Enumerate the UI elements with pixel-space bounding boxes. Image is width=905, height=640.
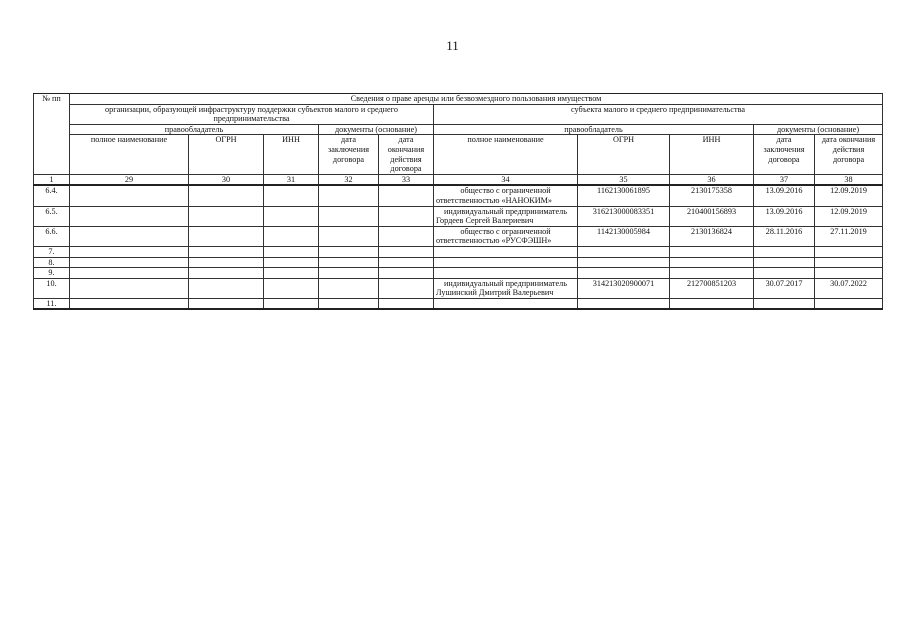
header-rights-title: Сведения о праве аренды или безвозмездного пользования имуществом	[70, 94, 883, 105]
header-ogrn-subject: ОГРН	[578, 135, 670, 174]
header-full-name: полное наименование	[70, 135, 189, 174]
header-org-group: организации, образующей инфраструктуру поддержки субъектов малого и среднего предпринимательства	[70, 104, 434, 124]
col-number: 33	[379, 174, 434, 185]
org-date-contract-cell	[319, 206, 379, 226]
subject-full-name: индивидуальный предприниматель Гордеев Сергей Валериевич	[434, 206, 578, 226]
subject-full-name: общество с ограниченной ответственностью «РУСФЭШН»	[434, 226, 578, 246]
table-row	[34, 206, 883, 226]
col-number: 29	[70, 174, 189, 185]
header-documents-subject: документы (основание)	[754, 124, 883, 135]
org-date-contract-cell	[319, 268, 379, 279]
subject-inn: 212700851203	[670, 278, 754, 298]
org-ogrn-cell	[189, 268, 264, 279]
row-number: 6.5.	[34, 206, 70, 226]
subject-date-end: 27.11.2019	[815, 226, 883, 246]
org-ogrn-cell	[189, 298, 264, 309]
subject-date-end	[815, 268, 883, 279]
header-full-name-subject: полное наименование	[434, 135, 578, 174]
table-row	[34, 278, 883, 298]
subject-date-contract: 28.11.2016	[754, 226, 815, 246]
row-number: 11.	[34, 298, 70, 309]
table-row	[34, 257, 883, 268]
subject-date-end: 12.09.2019	[815, 206, 883, 226]
row-number: 6.6.	[34, 226, 70, 246]
header-ogrn: ОГРН	[189, 135, 264, 174]
col-number: 31	[264, 174, 319, 185]
property-rights-table	[33, 93, 883, 310]
row-number: 8.	[34, 257, 70, 268]
subject-date-contract	[754, 257, 815, 268]
subject-date-end	[815, 257, 883, 268]
org-date-end-cell	[379, 257, 434, 268]
org-inn-cell	[264, 268, 319, 279]
header-date-end: дата окончания действия договора	[379, 135, 434, 174]
org-inn-cell	[264, 278, 319, 298]
subject-full-name: индивидуальный предприниматель Лушинский Дмитрий Валерьевич	[434, 278, 578, 298]
subject-full-name	[434, 268, 578, 279]
col-number: 30	[189, 174, 264, 185]
subject-ogrn	[578, 298, 670, 309]
subject-ogrn	[578, 246, 670, 257]
subject-date-contract: 13.09.2016	[754, 185, 815, 206]
org-full-name-cell	[70, 298, 189, 309]
subject-full-name: общество с ограниченной ответственностью «НАНОКИМ»	[434, 185, 578, 206]
subject-inn: 210400156893	[670, 206, 754, 226]
org-date-contract-cell	[319, 246, 379, 257]
subject-inn: 2130175358	[670, 185, 754, 206]
org-ogrn-cell	[189, 206, 264, 226]
org-inn-cell	[264, 257, 319, 268]
org-full-name-cell	[70, 226, 189, 246]
org-date-end-cell	[379, 278, 434, 298]
col-number: 34	[434, 174, 578, 185]
org-inn-cell	[264, 298, 319, 309]
subject-full-name	[434, 257, 578, 268]
header-date-end-subject: дата окончания действия договора	[815, 135, 883, 174]
subject-inn	[670, 257, 754, 268]
table-row	[34, 185, 883, 206]
subject-ogrn	[578, 268, 670, 279]
row-number: 6.4.	[34, 185, 70, 206]
org-inn-cell	[264, 226, 319, 246]
subject-date-contract	[754, 246, 815, 257]
subject-date-contract	[754, 298, 815, 309]
header-subject-group: субъекта малого и среднего предпринимательства	[434, 104, 883, 124]
subject-date-contract	[754, 268, 815, 279]
org-date-contract-cell	[319, 298, 379, 309]
header-holder-subject: правообладатель	[434, 124, 754, 135]
org-full-name-cell	[70, 268, 189, 279]
org-date-end-cell	[379, 185, 434, 206]
subject-date-contract: 30.07.2017	[754, 278, 815, 298]
org-full-name-cell	[70, 206, 189, 226]
org-date-end-cell	[379, 206, 434, 226]
subject-ogrn: 1142130005984	[578, 226, 670, 246]
org-ogrn-cell	[189, 257, 264, 268]
row-number: 10.	[34, 278, 70, 298]
org-date-contract-cell	[319, 185, 379, 206]
page-number: 11	[446, 38, 459, 53]
org-date-contract-cell	[319, 257, 379, 268]
org-ogrn-cell	[189, 226, 264, 246]
header-inn: ИНН	[264, 135, 319, 174]
subject-date-contract: 13.09.2016	[754, 206, 815, 226]
header-inn-subject: ИНН	[670, 135, 754, 174]
org-inn-cell	[264, 185, 319, 206]
subject-date-end	[815, 298, 883, 309]
subject-ogrn: 314213020900071	[578, 278, 670, 298]
org-date-end-cell	[379, 246, 434, 257]
row-number: 7.	[34, 246, 70, 257]
col-number: 35	[578, 174, 670, 185]
org-full-name-cell	[70, 257, 189, 268]
subject-inn	[670, 268, 754, 279]
org-date-end-cell	[379, 226, 434, 246]
col-number: 1	[34, 174, 70, 185]
row-number: 9.	[34, 268, 70, 279]
header-documents: документы (основание)	[319, 124, 434, 135]
subject-inn	[670, 246, 754, 257]
org-full-name-cell	[70, 278, 189, 298]
org-inn-cell	[264, 206, 319, 226]
subject-ogrn: 1162130061895	[578, 185, 670, 206]
col-number: 36	[670, 174, 754, 185]
org-full-name-cell	[70, 185, 189, 206]
subject-date-end: 30.07.2022	[815, 278, 883, 298]
subject-inn	[670, 298, 754, 309]
subject-ogrn: 316213000083351	[578, 206, 670, 226]
header-num-col: № пп	[34, 94, 70, 175]
org-inn-cell	[264, 246, 319, 257]
subject-ogrn	[578, 257, 670, 268]
header-holder: правообладатель	[70, 124, 319, 135]
table-row	[34, 268, 883, 279]
subject-date-end	[815, 246, 883, 257]
table-row	[34, 246, 883, 257]
org-date-contract-cell	[319, 226, 379, 246]
org-date-contract-cell	[319, 278, 379, 298]
org-date-end-cell	[379, 298, 434, 309]
col-number: 32	[319, 174, 379, 185]
subject-full-name	[434, 246, 578, 257]
table-row	[34, 226, 883, 246]
org-ogrn-cell	[189, 185, 264, 206]
header-date-contract: дата заключения договора	[319, 135, 379, 174]
subject-full-name	[434, 298, 578, 309]
subject-inn: 2130136824	[670, 226, 754, 246]
col-number: 37	[754, 174, 815, 185]
header-date-contract-subject: дата заключения договора	[754, 135, 815, 174]
col-number: 38	[815, 174, 883, 185]
org-ogrn-cell	[189, 246, 264, 257]
subject-date-end: 12.09.2019	[815, 185, 883, 206]
table-row	[34, 298, 883, 309]
org-date-end-cell	[379, 268, 434, 279]
org-ogrn-cell	[189, 278, 264, 298]
org-full-name-cell	[70, 246, 189, 257]
